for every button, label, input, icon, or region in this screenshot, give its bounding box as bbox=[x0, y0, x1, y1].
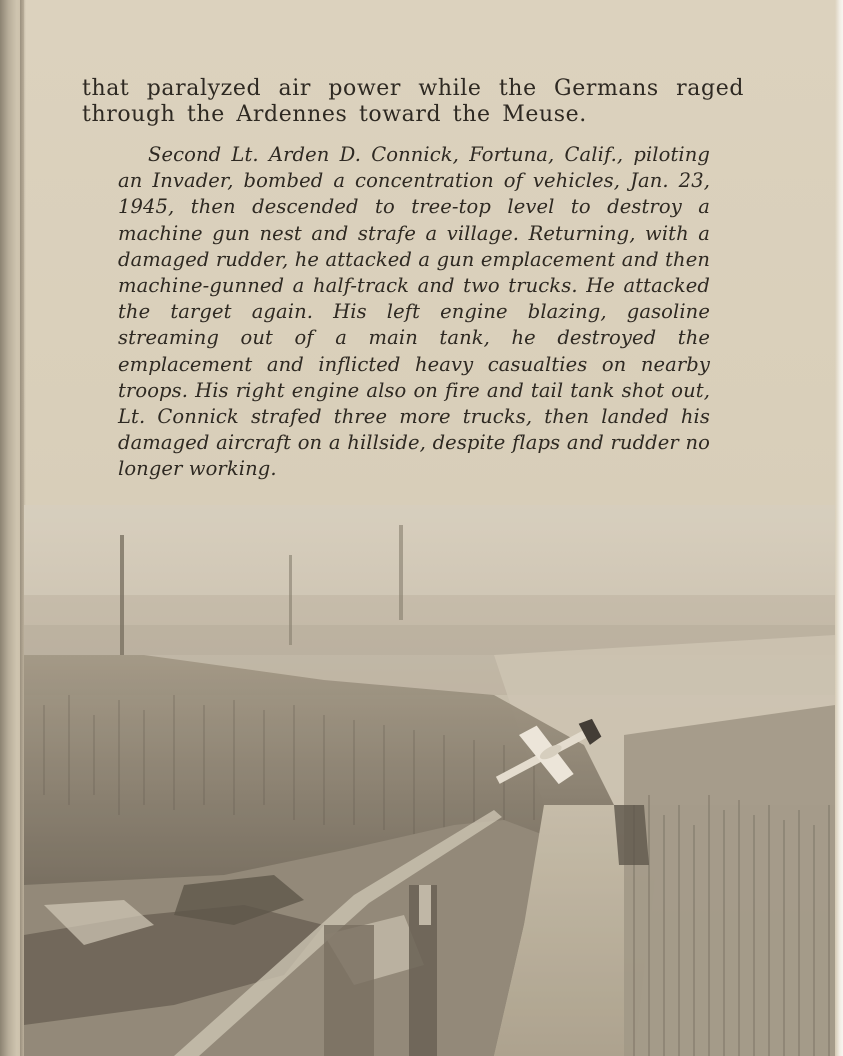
page-right-edge bbox=[835, 0, 843, 1056]
lead-paragraph: that paralyzed air power while the Germans raged through the Ardennes toward the Meuse. bbox=[82, 76, 744, 127]
photo-illustration bbox=[24, 505, 835, 1056]
body-paragraph: Second Lt. Arden D. Connick, Fortuna, Calif., piloting an Invader, bombed a concentration of vehicles, Jan. 23, 1945, then descended to tree-top level to destroy a machine gun nest and strafe a village. Returning, with a damaged rudder, he attacked a gun emplacement and then machine-gunned a half-track and two trucks. He attacked the target again. His left engine blazing, gasoline streaming out of a main tank, he destroyed the emplacement and inflicted heavy casualties on nearby troops. His right engine also on fire and tail tank shot out, Lt. Connick strafed three more trucks, then landed his damaged aircraft on a hillside, despite flaps and rudder no longer working. bbox=[118, 143, 710, 481]
text-block bbox=[82, 76, 744, 483]
aerial-photograph bbox=[24, 505, 835, 1056]
